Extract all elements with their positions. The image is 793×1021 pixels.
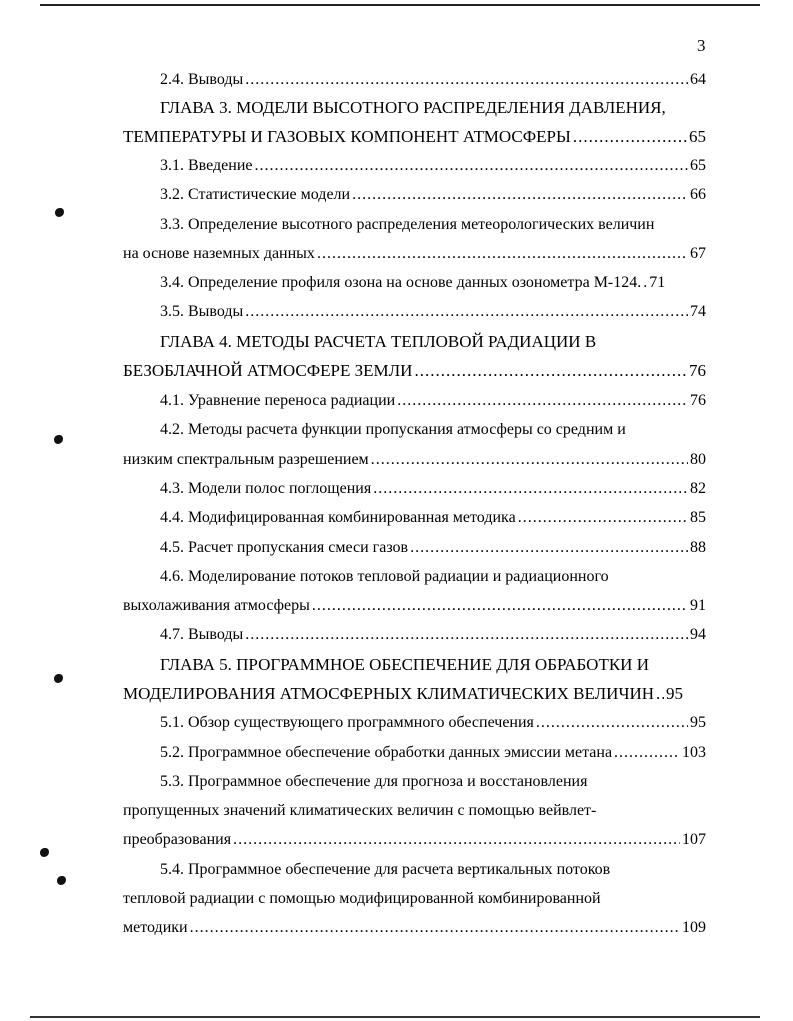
toc-entry-text: преобразования: [123, 831, 232, 848]
dot-leader: [410, 538, 688, 558]
toc-entry-text: 4.7. Выводы: [160, 626, 244, 643]
toc-entry-page: 80: [690, 451, 706, 468]
toc-entry-page: 74: [690, 303, 706, 320]
toc-entry-3-1: [160, 156, 706, 176]
toc-entry-page: 82: [690, 480, 706, 497]
toc-entry-text: 5.3. Программное обеспечение для прогноза и восстановления: [160, 773, 588, 790]
dot-leader: [317, 244, 688, 264]
toc-entry-text: 3.3. Определение высотного распределения метеорологических величин: [160, 216, 655, 233]
toc-entry-page: 91: [690, 597, 706, 614]
toc-entry-text: МОДЕЛИРОВАНИЯ АТМОСФЕРНЫХ КЛИМАТИЧЕСКИХ ВЕЛИЧИН: [123, 684, 655, 703]
toc-entry-page: 71: [649, 274, 666, 291]
toc-entry-4-2-line-1: [160, 420, 626, 440]
dot-leader: [397, 391, 688, 411]
toc-entry-4-5: [160, 538, 706, 558]
toc-entry-page: 65: [690, 157, 706, 174]
toc-entry-text: 4.5. Расчет пропускания смеси газов: [160, 539, 409, 556]
toc-entry-page: 107: [682, 831, 706, 848]
toc-entry-text: 4.4. Модифицированная комбинированная методика: [160, 509, 516, 526]
dot-leader: [190, 918, 680, 938]
toc-entry-5-3-line-1: [160, 772, 587, 792]
toc-chapter-5-line-1: [160, 655, 649, 675]
toc-entry-page: 88: [690, 539, 706, 556]
toc-entry-4-6-line-2: [123, 596, 706, 616]
toc-entry-2-4: [160, 70, 706, 90]
toc-entry-text: 3.2. Статистические модели: [160, 186, 351, 203]
toc-chapter-3-line-2: [123, 127, 706, 147]
toc-chapter-3-line-1: [160, 98, 666, 118]
page-number: 3: [697, 36, 706, 55]
toc-entry-5-2: [160, 743, 706, 763]
toc-entry-4-3: [160, 479, 706, 499]
dot-leader: [352, 185, 688, 205]
toc-entry-text: 5.4. Программное обеспечение для расчета вертикальных потоков: [160, 861, 611, 878]
scan-speck: [54, 435, 63, 444]
toc-entry-3-3-line-1: [160, 215, 654, 235]
toc-entry-page: 76: [690, 392, 706, 409]
scan-speck: [57, 876, 66, 885]
dot-leader: [518, 508, 688, 528]
toc-entry-3-3-line-2: [123, 244, 706, 264]
toc-entry-text: ГЛАВА 4. МЕТОДЫ РАСЧЕТА ТЕПЛОВОЙ РАДИАЦИИ В: [160, 332, 597, 351]
toc-entry-page: 103: [682, 744, 706, 761]
toc-entry-4-1: [160, 391, 706, 411]
dot-leader: [614, 743, 680, 763]
toc-entry-4-6-line-1: [160, 567, 609, 587]
dot-leader: [536, 713, 688, 733]
toc-entry-page: 66: [690, 186, 706, 203]
dot-leader: [573, 127, 687, 147]
toc-entry-page: 65: [689, 127, 706, 146]
toc-entry-text: тепловой радиации с помощью модифицированной комбинированной: [123, 890, 601, 907]
toc-entry-page: 94: [690, 626, 706, 643]
toc-entry-page: 64: [690, 71, 706, 88]
toc-entry-text: ГЛАВА 3. МОДЕЛИ ВЫСОТНОГО РАСПРЕДЕЛЕНИЯ ДАВЛЕНИЯ,: [160, 98, 666, 117]
toc-entry-text: 2.4. Выводы: [160, 71, 244, 88]
toc-entry-page: 67: [690, 245, 706, 262]
toc-entry-page: 95: [666, 684, 684, 703]
toc-entry-5-4-line-3: [123, 918, 706, 938]
toc-entry-3-2: [160, 185, 706, 205]
toc-entry-4-2-line-2: [123, 450, 706, 470]
toc-entry-5-4-line-2: [123, 889, 601, 909]
dot-leader: [371, 450, 688, 470]
toc-entry-page: 76: [689, 361, 706, 380]
toc-entry-5-3-line-2: [123, 801, 596, 821]
dot-leader: [245, 70, 688, 90]
toc-entry-text: 4.1. Уравнение переноса радиации: [160, 392, 396, 409]
scan-top-edge: [40, 4, 760, 6]
toc-chapter-4-line-2: [123, 361, 706, 381]
scan-speck: [54, 674, 63, 683]
toc-entry-text: 3.5. Выводы: [160, 303, 244, 320]
toc-entry-text: пропущенных значений климатических величин с помощью вейвлет-: [123, 802, 597, 819]
dot-leader: [233, 830, 680, 850]
scan-bottom-edge: [30, 1016, 760, 1018]
toc-entry-text: 5.2. Программное обеспечение обработки данных эмиссии метана: [160, 744, 613, 761]
toc-entry-4-4: [160, 508, 706, 528]
dot-leader: [312, 596, 688, 616]
toc-entry-5-1: [160, 713, 706, 733]
toc-entry-page: 85: [690, 509, 706, 526]
toc-entry-text: БЕЗОБЛАЧНОЙ АТМОСФЕРЕ ЗЕМЛИ: [123, 361, 413, 380]
toc-chapter-5-line-2: [123, 684, 706, 704]
dot-leader: [414, 361, 687, 381]
toc-entry-text: 5.1. Обзор существующего программного обеспечения: [160, 714, 534, 731]
toc-chapter-4-line-1: [160, 332, 596, 352]
toc-entry-text: 4.2. Методы расчета функции пропускания атмосферы со средним и: [160, 421, 626, 438]
toc-entry-text: 4.3. Модели полос поглощения: [160, 480, 372, 497]
toc-entry-4-7: [160, 625, 706, 645]
toc-entry-text: 3.1. Введение: [160, 157, 253, 174]
toc-entry-3-4: [160, 273, 706, 293]
toc-entry-5-3-line-3: [123, 830, 706, 850]
dot-leader: [656, 684, 664, 704]
scan-speck: [40, 848, 49, 857]
toc-entry-text: ТЕМПЕРАТУРЫ И ГАЗОВЫХ КОМПОНЕНТ АТМОСФЕРЫ: [123, 127, 571, 146]
toc-entry-text: методики: [123, 919, 188, 936]
toc-entry-text: выхолаживания атмосферы: [123, 597, 310, 614]
toc-entry-text: на основе наземных данных: [123, 245, 315, 262]
toc-entry-text: 3.4. Определение профиля озона на основе данных озонометра М-124.: [160, 274, 642, 291]
toc-entry-page: 95: [690, 714, 706, 731]
toc-entry-text: 4.6. Моделирование потоков тепловой радиации и радиационного: [160, 568, 609, 585]
toc-entry-text: ГЛАВА 5. ПРОГРАММНОЕ ОБЕСПЕЧЕНИЕ ДЛЯ ОБРАБОТКИ И: [160, 655, 649, 674]
toc-entry-3-5: [160, 302, 706, 322]
scan-speck: [55, 208, 64, 217]
dot-leader: [643, 273, 647, 293]
dot-leader: [373, 479, 688, 499]
toc-entry-text: низким спектральным разрешением: [123, 451, 369, 468]
toc-entry-5-4-line-1: [160, 860, 610, 880]
dot-leader: [255, 156, 689, 176]
dot-leader: [245, 302, 688, 322]
dot-leader: [245, 625, 688, 645]
toc-entry-page: 109: [682, 919, 706, 936]
